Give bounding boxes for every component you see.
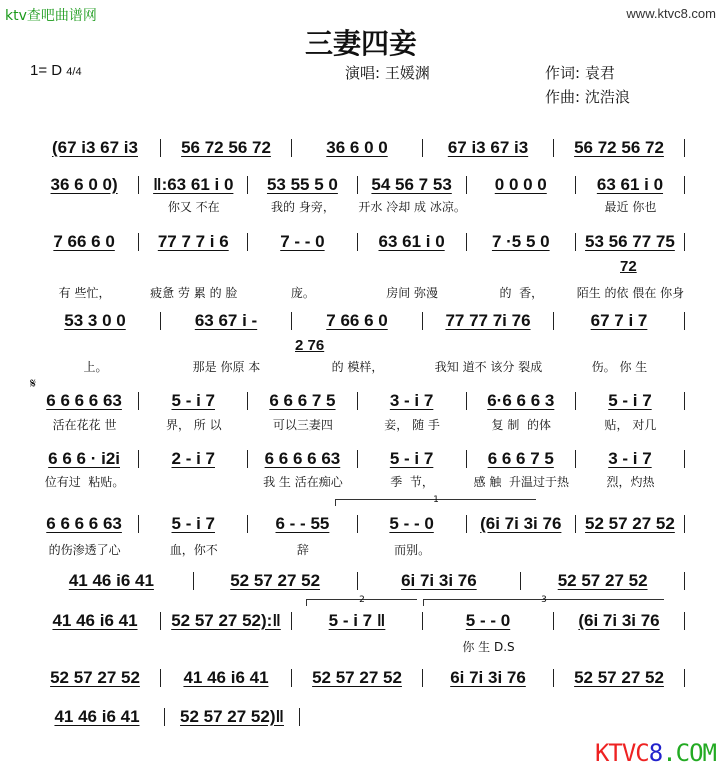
measure: 36 6 0 0) [50, 175, 118, 194]
barline [684, 176, 685, 194]
lyric: 的 模样， [331, 360, 384, 374]
measure: 6 - - 55 [275, 514, 330, 533]
lyric [467, 198, 576, 215]
measure: 6 6 6 6 63 [46, 391, 122, 410]
lyricist: 作词: 袁君 [545, 64, 615, 82]
measure: 56 72 56 72 [181, 138, 271, 157]
measure: 36 6 0 0 [326, 138, 388, 157]
measure: (6i 7i 3i 76 [480, 514, 562, 533]
barline [684, 612, 685, 630]
lyric: 辞 [296, 543, 309, 557]
singer: 演唱: 王媛渊 [345, 64, 430, 82]
time-signature: 4/4 [66, 66, 82, 78]
lyric: 你 生 D.S [462, 640, 515, 654]
measure: 41 46 i6 41 [54, 707, 140, 726]
measure: 41 46 i6 41 [52, 611, 138, 630]
measure: 7 ·5 5 0 [491, 232, 550, 251]
lyric: 开水 冷却 成 冰凉。 [358, 200, 466, 214]
measure: (6i 7i 3i 76 [578, 611, 660, 630]
composer: 作曲: 沈浩浪 [545, 88, 630, 106]
lyric: 庞。 [290, 286, 315, 300]
measure: 5 - - 0 [465, 611, 511, 630]
measure: 52 57 27 52 [50, 668, 140, 687]
barline [684, 450, 685, 468]
lyric [139, 473, 248, 490]
alternate-notes: 72 [620, 258, 637, 275]
notation-row [30, 449, 685, 469]
lyrics-row [30, 473, 685, 490]
measure: ‖:63 61 i 0 [153, 175, 234, 194]
lyric: 位有过 粘贴。 [44, 475, 125, 489]
measure: 5 - i 7 [171, 514, 215, 533]
site-name[interactable]: ktv查吧曲谱网 [5, 8, 97, 24]
measure: 41 46 i6 41 [68, 571, 154, 590]
lyric: 上。 [83, 360, 108, 374]
lyric: 我 生 活在痴心 [263, 475, 343, 489]
measure: 5 - i 7 [389, 449, 434, 468]
measure: 67 7 i 7 [590, 311, 648, 330]
measure: 52 57 27 52 [312, 668, 402, 687]
measure: 67 i3 67 i3 [447, 138, 529, 157]
lyric [30, 638, 161, 655]
measure: 6 6 6 7 5 [487, 449, 554, 468]
lyric: 妾， 随 手 [384, 418, 440, 432]
lyric: 的 香， [499, 286, 544, 300]
notation-row [30, 514, 685, 534]
measure: 63 67 i - [194, 311, 258, 330]
site-url[interactable]: www.ktvc8.com [626, 6, 716, 21]
lyric: 血，你不 [169, 543, 218, 557]
measure: 41 46 i6 41 [183, 668, 269, 687]
barline [684, 669, 685, 687]
lyric [467, 541, 576, 558]
song-title: 三妻四妾 [304, 27, 417, 60]
measure: 7 66 6 0 [53, 232, 115, 251]
lyric: 复 制 的体 [491, 418, 551, 432]
lyrics-row [30, 416, 685, 433]
notation-row [30, 232, 685, 252]
lyric: 而别。 [394, 543, 431, 557]
measure: 6 6 6 6 63 [46, 514, 122, 533]
measure: 6·6 6 6 3 [487, 391, 555, 410]
measure: 5 - - 0 [389, 514, 434, 533]
lyric: 的伤渗透了心 [48, 543, 121, 557]
measure: 77 77 7i 76 [445, 311, 531, 330]
lyric: 季 节， [390, 475, 434, 489]
lyric: 我知 道不 该分 裂成 [434, 360, 543, 374]
measure: 6 6 6 · i2i [48, 449, 120, 468]
measure: 5 - i 7 ‖ [328, 611, 386, 630]
measure: 56 72 56 72 [574, 138, 664, 157]
lyric: 有 些忙， [58, 286, 111, 300]
notation-row [30, 611, 685, 631]
measure: 63 61 i 0 [378, 232, 445, 251]
alternate-notes: 2 76 [295, 337, 325, 354]
measure: 6i 7i 3i 76 [401, 571, 477, 590]
measure: 77 7 7 i 6 [157, 232, 229, 251]
measure: 53 56 77 75 [585, 232, 675, 251]
segno-sign: 𝄋 [30, 376, 37, 392]
measure: 2 - i 7 [171, 449, 215, 468]
volta-2: 2 [306, 599, 417, 606]
volta-1: 1 [335, 499, 536, 506]
measure: 5 - i 7 [171, 391, 215, 410]
lyrics-row [30, 541, 685, 558]
lyrics-row [30, 198, 685, 215]
measure: 3 - i 7 [389, 391, 434, 410]
lyric: 界， 所 以 [165, 418, 222, 432]
lyric [292, 638, 423, 655]
measure: 52 57 27 52 [230, 571, 321, 590]
measure: 7 - - 0 [280, 232, 325, 251]
measure: 52 57 27 52)‖ [180, 707, 284, 726]
key-signature [30, 62, 82, 79]
lyric: 烈，灼热 [606, 475, 655, 489]
measure: 5 - i 7 [608, 391, 652, 410]
lyric [30, 198, 139, 215]
lyrics-row [30, 358, 685, 375]
lyric: 疲惫 劳 累 的 脸 [150, 286, 238, 300]
lyric: 我的 身旁， [271, 200, 335, 214]
measure: (67 i3 67 i3 [51, 138, 138, 157]
measure: 6 6 6 6 63 [264, 449, 341, 468]
barline [684, 392, 685, 410]
measure: 52 57 27 52 [574, 668, 664, 687]
volta-3: 3 [423, 599, 664, 606]
measure: 63 61 i 0 [596, 175, 664, 194]
notation-row [30, 138, 685, 158]
measure: 0 0 0 0 [494, 175, 547, 194]
notation-row [30, 571, 685, 591]
key: 1= D [30, 62, 63, 79]
barline [684, 515, 685, 533]
notation-row [30, 391, 685, 411]
notation-row [30, 311, 685, 331]
lyrics-row [30, 284, 685, 301]
lyric [161, 638, 292, 655]
barline [684, 139, 685, 157]
lyric: 可以三妻四 [272, 418, 333, 432]
lyric: 陌生 的依 偎在 你身 [576, 286, 685, 300]
barline [299, 708, 300, 726]
ktvc8-logo: KTVC8.COM [594, 739, 716, 767]
measure: 3 - i 7 [608, 449, 652, 468]
measure: 7 66 6 0 [326, 311, 388, 330]
measure: 52 57 27 52 [557, 571, 648, 590]
measure: 52 57 27 52):‖ [171, 611, 281, 630]
lyric [576, 541, 685, 558]
notation-row [30, 175, 685, 195]
lyrics-row [30, 638, 685, 655]
measure: 6i 7i 3i 76 [450, 668, 526, 687]
notation-row [30, 668, 685, 688]
lyric: 你又 不在 [167, 200, 220, 214]
lyric: 伤。 你 生 [591, 360, 648, 374]
lyric [554, 638, 685, 655]
measure: 54 56 7 53 [371, 175, 452, 194]
lyric: 感 触 升温过于热 [473, 475, 569, 489]
lyric: 贴， 对几 [604, 418, 657, 432]
measure: 53 3 0 0 [64, 311, 126, 330]
notation-row [30, 707, 300, 727]
measure: 52 57 27 52 [585, 514, 675, 533]
barline [684, 572, 685, 590]
measure: 53 55 5 0 [266, 175, 338, 194]
lyric: 最近 你也 [604, 200, 657, 214]
barline [684, 312, 685, 330]
lyric: 活在花花 世 [52, 418, 117, 432]
measure: 6 6 6 7 5 [269, 391, 336, 410]
lyric: 那是 你原 本 [192, 360, 261, 374]
lyric: 房间 弥漫 [386, 286, 439, 300]
barline [684, 233, 685, 251]
